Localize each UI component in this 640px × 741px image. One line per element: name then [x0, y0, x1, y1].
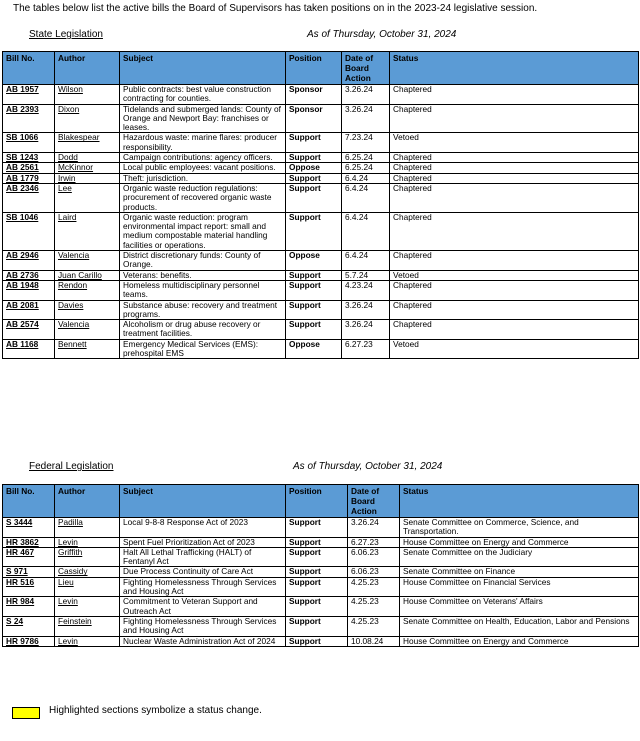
bill-number-cell[interactable]: S 971	[3, 567, 55, 577]
table-header-row	[3, 52, 639, 85]
subject-cell: Public contracts: best value construction contracting for counties.	[120, 85, 286, 105]
table-row	[3, 270, 639, 280]
date-cell: 4.25.23	[348, 597, 400, 617]
table-row	[3, 320, 639, 340]
bill-number-cell[interactable]: AB 2081	[3, 300, 55, 320]
header-date: Date of Board Action	[342, 52, 390, 85]
federal-legislation-table	[2, 484, 639, 647]
date-cell: 3.26.24	[342, 320, 390, 340]
table-row	[3, 547, 639, 567]
date-cell: 6.4.24	[342, 251, 390, 271]
subject-cell: Organic waste reduction regulations: procurement of recovered organic waste products.	[120, 183, 286, 212]
subject-cell: Spent Fuel Prioritization Act of 2023	[120, 537, 286, 547]
header-subject: Subject	[120, 52, 286, 85]
status-cell: Chaptered	[390, 280, 639, 300]
date-cell: 3.26.24	[342, 104, 390, 133]
subject-cell: Alcoholism or drug abuse recovery or treatment facilities.	[120, 320, 286, 340]
bill-number-cell[interactable]: AB 2946	[3, 251, 55, 271]
bill-number-cell[interactable]: AB 2346	[3, 183, 55, 212]
subject-cell: Fighting Homelessness Through Services and Housing Act	[120, 577, 286, 597]
status-cell: Chaptered	[390, 183, 639, 212]
author-cell[interactable]: McKinnor	[55, 163, 120, 173]
author-cell[interactable]: Feinstein	[55, 616, 120, 636]
status-cell: Chaptered	[390, 320, 639, 340]
table-row	[3, 183, 639, 212]
state-as-of-date: As of Thursday, October 31, 2024	[307, 29, 457, 40]
subject-cell: Organic waste reduction: program environmental impact report: small and medium compostable material handling facilities or operations.	[120, 212, 286, 250]
date-cell: 4.25.23	[348, 616, 400, 636]
date-cell: 6.27.23	[348, 537, 400, 547]
date-cell: 6.06.23	[348, 567, 400, 577]
author-cell[interactable]: Padilla	[55, 518, 120, 538]
status-cell: House Committee on Veterans' Affairs	[400, 597, 639, 617]
position-cell: Support	[286, 597, 348, 617]
date-cell: 6.25.24	[342, 163, 390, 173]
position-cell: Oppose	[286, 163, 342, 173]
author-cell[interactable]: Lieu	[55, 577, 120, 597]
subject-cell: Veterans: benefits.	[120, 270, 286, 280]
position-cell: Support	[286, 300, 342, 320]
bill-number-cell[interactable]: HR 516	[3, 577, 55, 597]
date-cell: 3.26.24	[348, 518, 400, 538]
position-cell: Oppose	[286, 251, 342, 271]
header-status: Status	[390, 52, 639, 85]
date-cell: 6.27.23	[342, 339, 390, 359]
status-cell: Chaptered	[390, 163, 639, 173]
date-cell: 10.08.24	[348, 636, 400, 646]
bill-number-cell[interactable]: HR 984	[3, 597, 55, 617]
author-cell[interactable]: Bennett	[55, 339, 120, 359]
subject-cell: Nuclear Waste Administration Act of 2024	[120, 636, 286, 646]
position-cell: Support	[286, 537, 348, 547]
subject-cell: Local public employees: vacant positions.	[120, 163, 286, 173]
status-cell: Vetoed	[390, 270, 639, 280]
bill-number-cell[interactable]: AB 1948	[3, 280, 55, 300]
bill-number-cell[interactable]: AB 2574	[3, 320, 55, 340]
subject-cell: Campaign contributions: agency officers.	[120, 153, 286, 163]
status-cell: Chaptered	[390, 173, 639, 183]
author-cell[interactable]: Levin	[55, 597, 120, 617]
subject-cell: Due Process Continuity of Care Act	[120, 567, 286, 577]
position-cell: Support	[286, 280, 342, 300]
bill-number-cell[interactable]: S 3444	[3, 518, 55, 538]
status-cell: Chaptered	[390, 300, 639, 320]
date-cell: 4.23.24	[342, 280, 390, 300]
table-row	[3, 280, 639, 300]
subject-cell: District discretionary funds: County of Orange.	[120, 251, 286, 271]
bill-number-cell[interactable]: AB 1168	[3, 339, 55, 359]
subject-cell: Hazardous waste: marine flares: producer responsibility.	[120, 133, 286, 153]
header-bill-no: Bill No.	[3, 52, 55, 85]
table-row	[3, 597, 639, 617]
table-row	[3, 636, 639, 646]
table-row	[3, 173, 639, 183]
position-cell: Support	[286, 547, 348, 567]
author-cell[interactable]: Cassidy	[55, 567, 120, 577]
date-cell: 6.25.24	[342, 153, 390, 163]
status-cell: House Committee on Financial Services	[400, 577, 639, 597]
subject-cell: Emergency Medical Services (EMS): prehospital EMS	[120, 339, 286, 359]
intro-text: The tables below list the active bills the Board of Supervisors has taken positions on in the 2023-24 legislative session.	[13, 3, 538, 14]
date-cell: 5.7.24	[342, 270, 390, 280]
bill-number-cell[interactable]: HR 467	[3, 547, 55, 567]
author-cell[interactable]: Levin	[55, 636, 120, 646]
status-cell: Senate Committee on Commerce, Science, and Transportation.	[400, 518, 639, 538]
bill-number-cell[interactable]: SB 1243	[3, 153, 55, 163]
bill-number-cell[interactable]: AB 1779	[3, 173, 55, 183]
table-row	[3, 300, 639, 320]
position-cell: Sponsor	[286, 85, 342, 105]
table-row	[3, 153, 639, 163]
date-cell: 6.4.24	[342, 173, 390, 183]
bill-number-cell[interactable]: SB 1066	[3, 133, 55, 153]
status-cell: Vetoed	[390, 339, 639, 359]
author-cell[interactable]: Laird	[55, 212, 120, 250]
table-row	[3, 212, 639, 250]
bill-number-cell[interactable]: SB 1046	[3, 212, 55, 250]
author-cell[interactable]: Dodd	[55, 153, 120, 163]
bill-number-cell[interactable]: AB 2561	[3, 163, 55, 173]
table-row	[3, 133, 639, 153]
status-cell: Senate Committee on the Judiciary	[400, 547, 639, 567]
header-date: Date of Board Action	[348, 485, 400, 518]
author-cell[interactable]: Blakespear	[55, 133, 120, 153]
position-cell: Support	[286, 212, 342, 250]
bill-number-cell[interactable]: HR 3862	[3, 537, 55, 547]
author-cell[interactable]: Griffith	[55, 547, 120, 567]
header-bill-no: Bill No.	[3, 485, 55, 518]
bill-number-cell[interactable]: S 24	[3, 616, 55, 636]
subject-cell: Halt All Lethal Trafficking (HALT) of Fentanyl Act	[120, 547, 286, 567]
subject-cell: Tidelands and submerged lands: County of Orange and Newport Bay: franchises or leases.	[120, 104, 286, 133]
header-author: Author	[55, 485, 120, 518]
table-row	[3, 85, 639, 105]
subject-cell: Homeless multidisciplinary personnel teams.	[120, 280, 286, 300]
status-cell: Chaptered	[390, 104, 639, 133]
status-cell: Chaptered	[390, 251, 639, 271]
status-cell: Chaptered	[390, 153, 639, 163]
date-cell: 6.4.24	[342, 183, 390, 212]
author-cell[interactable]: Juan Carillo	[55, 270, 120, 280]
position-cell: Oppose	[286, 339, 342, 359]
position-cell: Support	[286, 153, 342, 163]
status-cell: House Committee on Energy and Commerce	[400, 636, 639, 646]
status-cell: Vetoed	[390, 133, 639, 153]
author-cell[interactable]: Valencia	[55, 251, 120, 271]
state-legislation-table	[2, 51, 639, 359]
date-cell: 4.25.23	[348, 577, 400, 597]
status-cell: Chaptered	[390, 85, 639, 105]
position-cell: Support	[286, 133, 342, 153]
federal-legislation-title: Federal Legislation	[29, 461, 114, 472]
table-row	[3, 567, 639, 577]
position-cell: Support	[286, 320, 342, 340]
status-cell: Senate Committee on Finance	[400, 567, 639, 577]
position-cell: Support	[286, 270, 342, 280]
date-cell: 3.26.24	[342, 85, 390, 105]
table-row	[3, 339, 639, 359]
federal-as-of-date: As of Thursday, October 31, 2024	[293, 461, 443, 472]
author-cell[interactable]: Dixon	[55, 104, 120, 133]
date-cell: 6.4.24	[342, 212, 390, 250]
status-cell: House Committee on Energy and Commerce	[400, 537, 639, 547]
subject-cell: Theft: jurisdiction.	[120, 173, 286, 183]
table-row	[3, 577, 639, 597]
date-cell: 3.26.24	[342, 300, 390, 320]
header-subject: Subject	[120, 485, 286, 518]
position-cell: Sponsor	[286, 104, 342, 133]
subject-cell: Commitment to Veteran Support and Outreach Act	[120, 597, 286, 617]
table-row	[3, 163, 639, 173]
table-header-row	[3, 485, 639, 518]
header-status: Status	[400, 485, 639, 518]
table-row	[3, 537, 639, 547]
header-position: Position	[286, 485, 348, 518]
position-cell: Support	[286, 518, 348, 538]
table-row	[3, 518, 639, 538]
author-cell[interactable]: Lee	[55, 183, 120, 212]
table-row	[3, 251, 639, 271]
subject-cell: Local 9-8-8 Response Act of 2023	[120, 518, 286, 538]
author-cell[interactable]: Wilson	[55, 85, 120, 105]
author-cell[interactable]: Rendon	[55, 280, 120, 300]
highlight-legend-text: Highlighted sections symbolize a status change.	[49, 705, 262, 716]
bill-number-cell[interactable]: AB 2736	[3, 270, 55, 280]
date-cell: 6.06.23	[348, 547, 400, 567]
table-row	[3, 616, 639, 636]
position-cell: Support	[286, 616, 348, 636]
author-cell[interactable]: Irwin	[55, 173, 120, 183]
header-author: Author	[55, 52, 120, 85]
bill-number-cell[interactable]: HR 9786	[3, 636, 55, 646]
header-position: Position	[286, 52, 342, 85]
author-cell[interactable]: Levin	[55, 537, 120, 547]
position-cell: Support	[286, 173, 342, 183]
author-cell[interactable]: Davies	[55, 300, 120, 320]
date-cell: 7.23.24	[342, 133, 390, 153]
subject-cell: Substance abuse: recovery and treatment programs.	[120, 300, 286, 320]
highlight-legend-swatch	[12, 707, 40, 719]
bill-number-cell[interactable]: AB 2393	[3, 104, 55, 133]
status-cell: Chaptered	[390, 212, 639, 250]
author-cell[interactable]: Valencia	[55, 320, 120, 340]
bill-number-cell[interactable]: AB 1957	[3, 85, 55, 105]
state-legislation-title: State Legislation	[29, 29, 103, 40]
position-cell: Support	[286, 567, 348, 577]
position-cell: Support	[286, 577, 348, 597]
subject-cell: Fighting Homelessness Through Services and Housing Act	[120, 616, 286, 636]
position-cell: Support	[286, 636, 348, 646]
status-cell: Senate Committee on Health, Education, Labor and Pensions	[400, 616, 639, 636]
table-row	[3, 104, 639, 133]
position-cell: Support	[286, 183, 342, 212]
